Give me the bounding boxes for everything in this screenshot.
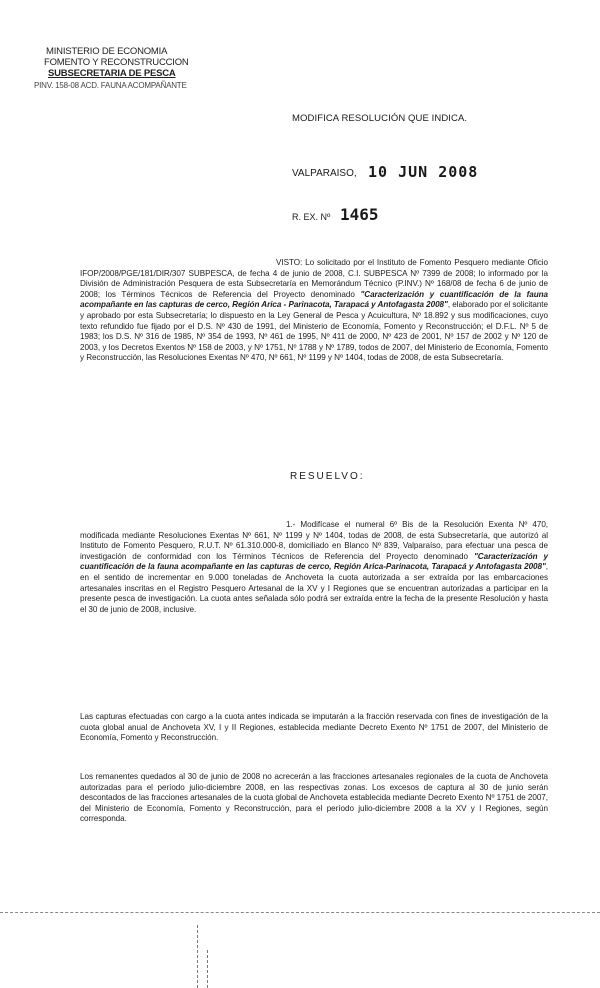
visto-text-post: , elaborado por el solicitante y aprobado por esta Subsecretaría; lo dispuesto en la Ley General de Pesca y Acuicultura, Nº 18.892 y sus modificaciones, cuyo texto refundido fue fijado por el D.S. Nº 430 de 1991, del Ministerio de Economía, Fomento y Reconstrucción; el D.F.L. Nº 5 de 1983; los D.S. Nº 316 de 1985, Nº 354 de 1993, Nº 461 de 1995, Nº 411 de 2000, Nº 423 de 2001, Nº 157 de 2002 y Nº 120 de 2003, y los Decretos Exentos Nº 158 de 2003, y Nº 1751, Nº 1788 y Nº 1789, todos de 2007, del Ministerio de Economía, Fomento y Reconstrucción, las Resoluciones Exentas Nº 470, Nº 661, Nº 1199 y Nº 1404, todas de 2008, de esta Subsecretaría. (80, 300, 548, 363)
header-subsecretaria: SUBSECRETARIA DE PESCA (48, 68, 176, 79)
header-fomento: FOMENTO Y RECONSTRUCCION (44, 57, 189, 68)
article-1-project-title: "Caracterización y cuantificación de la fauna acompañante en las capturas de cerco, Región Arica-Parinacota, Tarapacá y Antofagasta 2008" (80, 551, 549, 572)
fold-line-vertical-right (207, 950, 208, 988)
remanentes-paragraph: Los remanentes quedados al 30 de junio de 2008 no acrecerán a las fracciones artesanales regionales de la cuota de Anchoveta autorizadas para el período julio-diciembre 2008, en las respectivas zonas. Los excesos de captura al 30 de junio serán descontados de las fracciones artesanales de la cuota global de Anchoveta establecida mediante Decreto Exento Nº 1751 de 2007, del Ministerio de Economía, Fomento y Reconstrucción, para el período julio-diciembre 2008 a la XV y I Regiones, según corresponda. (80, 772, 548, 824)
ministry-header (34, 46, 189, 91)
fold-line-vertical-left (197, 925, 198, 988)
resolution-label: R. EX. Nº (292, 212, 331, 222)
visto-text-pre: VISTO: Lo solicitado por el Instituto de Fomento Pesquero mediante Oficio IFOP/2008/PGE/181/DIR/307 SUBPESCA, de fecha 4 de junio de 2008, C.I. SUBPESCA Nº 7399 de 2008; lo informado por la División de Administración Pesquera de esta Subsecretaría en Memorándum Técnico (P.INV.) Nº 168/08 de fecha 6 de junio de 2008; los Términos Técnicos de Referencia del Proyecto denominado (80, 258, 548, 299)
article-1-text-pre: 1.- Modifícase el numeral 6º Bis de la Resolución Exenta Nº 470, modificada mediante Resoluciones Exentas Nº 661, Nº 1199 y Nº 1404, todas de 2008, de esta Subsecretaría, que autorizó al Instituto de Fomento Pesquero, R.U.T. Nº 61.310.000-8, domiciliado en Blanco Nº 839, Valparaíso, para efectuar una pesca de investigación de conformidad con los Términos Técnicos de Referencia del Proyecto denominado (80, 520, 548, 561)
resuelvo-heading: RESUELVO: (290, 471, 365, 482)
article-1-paragraph (80, 520, 548, 615)
date-stamp: 10 JUN 2008 (368, 163, 479, 181)
visto-project-title: "Caracterización y cuantificación de la fauna acompañante en las capturas de cerco, Región Arica - Parinacota, Tarapacá y Antofagasta 2008" (80, 289, 548, 310)
date-place: VALPARAISO, (292, 168, 357, 179)
document-subject: MODIFICA RESOLUCIÓN QUE INDICA. (292, 113, 468, 124)
capturas-paragraph: Las capturas efectuadas con cargo a la cuota antes indicada se imputarán a la fracción reservada con fines de investigación de la cuota global anual de Anchoveta XV, I y II Regiones, establecida mediante Decreto Exento Nº 1751 de 2007, del Ministerio de Economía, Fomento y Reconstrucción. (80, 712, 548, 743)
fold-line-horizontal (0, 912, 600, 913)
article-1-text-post: , en el sentido de incrementar en 9.000 toneladas de Anchoveta la cuota autorizada a ser extraída por las embarcaciones artesanales inscritas en el Registro Pesquero Artesanal de la XV y I Regiones que se encuentran autorizadas a participar en la presente pesca de investigación. La cuota antes señalada sólo podrá ser extraída entre la fecha de la presente Resolución y hasta el 30 de junio de 2008, inclusive. (80, 562, 548, 614)
header-ministry: MINISTERIO DE ECONOMIA (46, 46, 168, 57)
visto-paragraph (80, 258, 548, 364)
resolution-number: 1465 (340, 205, 379, 224)
header-reference: PINV. 158-08 ACD. FAUNA ACOMPAÑANTE (34, 81, 187, 90)
